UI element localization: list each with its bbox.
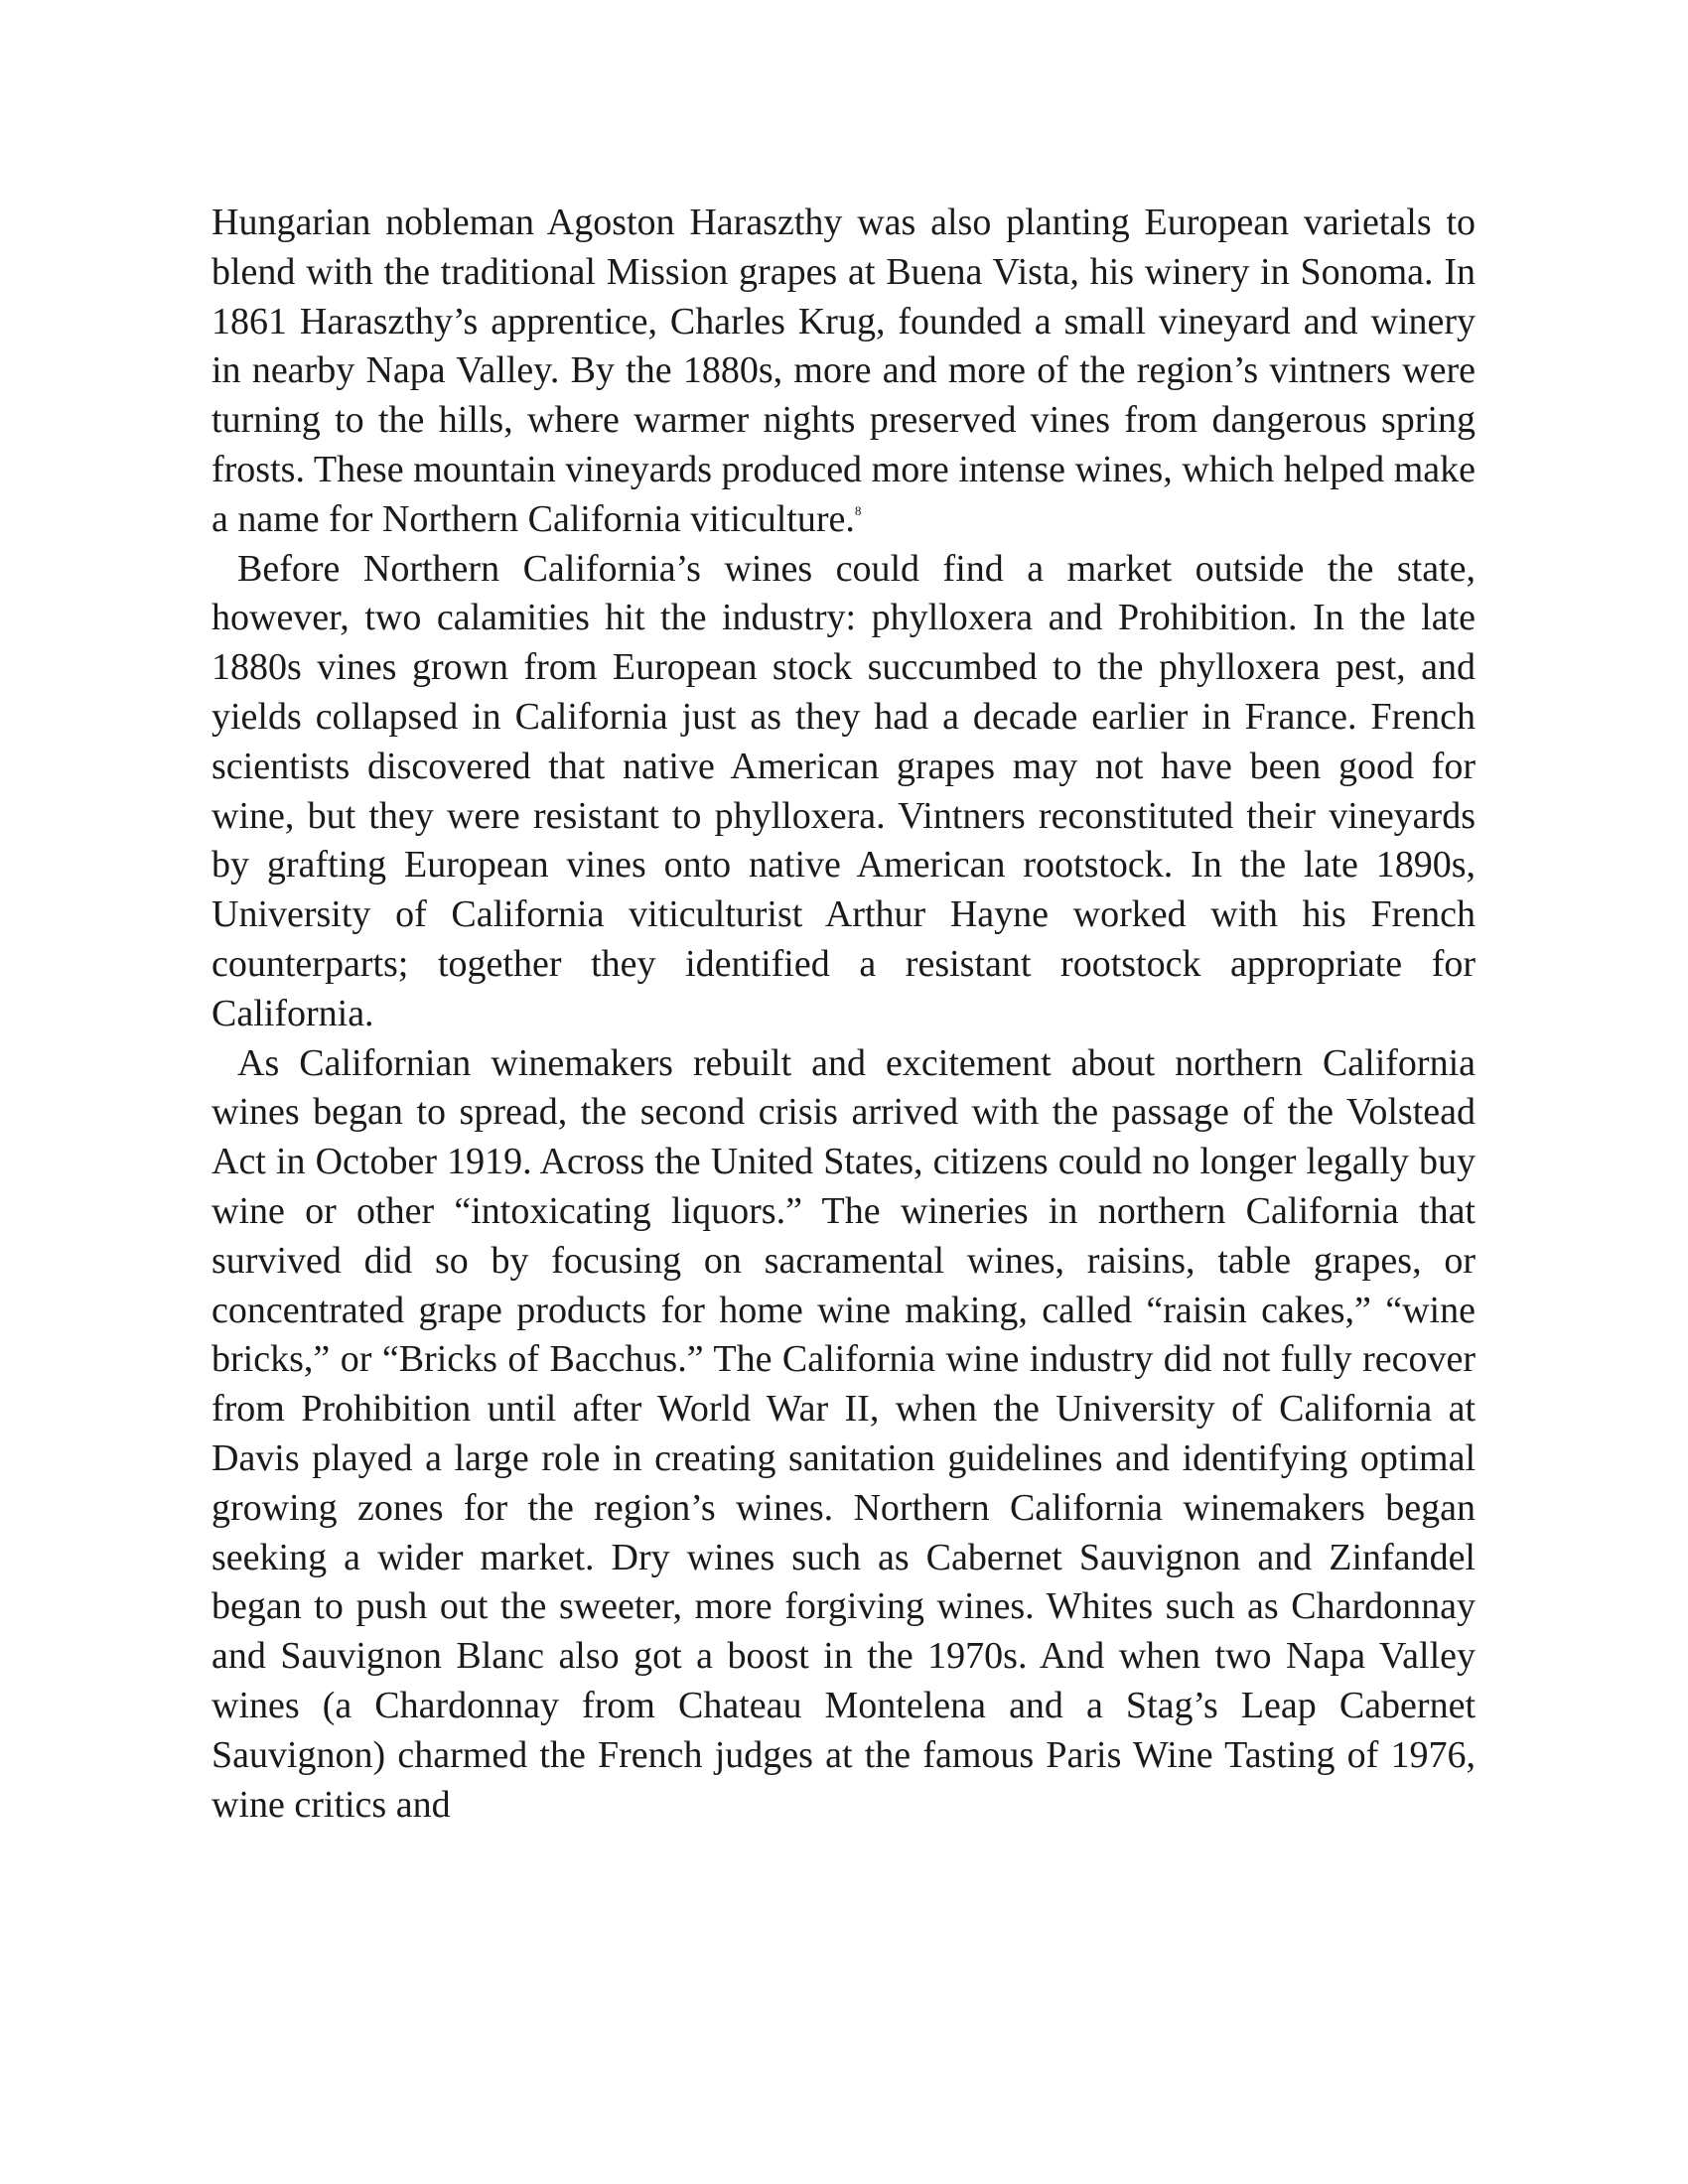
paragraph-haraszthy bbox=[211, 199, 1476, 545]
footnote-marker[interactable]: 8 bbox=[854, 502, 862, 518]
document-page bbox=[211, 199, 1476, 1830]
paragraph-text: Hungarian nobleman Agoston Haraszthy was also planting European varietals to blend with the traditional Mission grapes at Buena Vista, his winery in Sonoma. In 1861 Haraszthy’s apprentice, Charles Krug, founded a small vineyard and winery in nearby Napa Valley. By the 1880s, more and more of the region’s vintners were turning to the hills, where warmer nights preserved vines from dangerous spring frosts. These mountain vineyards produced more intense wines, which helped make a name for Northern California viticulture. bbox=[211, 202, 1476, 540]
paragraph-phylloxera-prohibition bbox=[211, 545, 1476, 1039]
paragraph-text: As Californian winemakers rebuilt and excitement about northern California wines began to spread, the second crisis arrived with the passage of the Volstead Act in October 1919. Across the United States, citizens could no longer legally buy wine or other “intoxicating liquors.” The wineries in northern California that survived did so by focusing on sacramental wines, raisins, table grapes, or concentrated grape products for home wine making, called “raisin cakes,” “wine bricks,” or “Bricks of Bacchus.” The California wine industry did not fully recover from Prohibition until after World War II, when the University of California at Davis played a large role in creating sanitation guidelines and identifying optimal growing zones for the region’s wines. Northern California winemakers began seeking a wider market. Dry wines such as Cabernet Sauvignon and Zinfandel began to push out the sweeter, more forgiving wines. Whites such as Chardonnay and Sauvignon Blanc also got a boost in the 1970s. And when two Napa Valley wines (a Chardonnay from Chateau Montelena and a Stag’s Leap Cabernet Sauvignon) charmed the French judges at the famous Paris Wine Tasting of 1976, wine critics and bbox=[211, 1041, 1476, 1826]
paragraph-text: Before Northern California’s wines could find a market outside the state, however, two calamities hit the industry: phylloxera and Prohibition. In the late 1880s vines grown from European stock succumbed to the phylloxera pest, and yields collapsed in California just as they had a decade earlier in France. French scientists discovered that native American grapes may not have been good for wine, but they were resistant to phylloxera. Vintners reconstituted their vineyards by grafting European vines onto native American rootstock. In the late 1890s, University of California viticulturist Arthur Hayne worked with his French counterparts; together they identified a resistant rootstock appropriate for California. bbox=[211, 547, 1476, 1034]
paragraph-volstead-act bbox=[211, 1039, 1476, 1831]
